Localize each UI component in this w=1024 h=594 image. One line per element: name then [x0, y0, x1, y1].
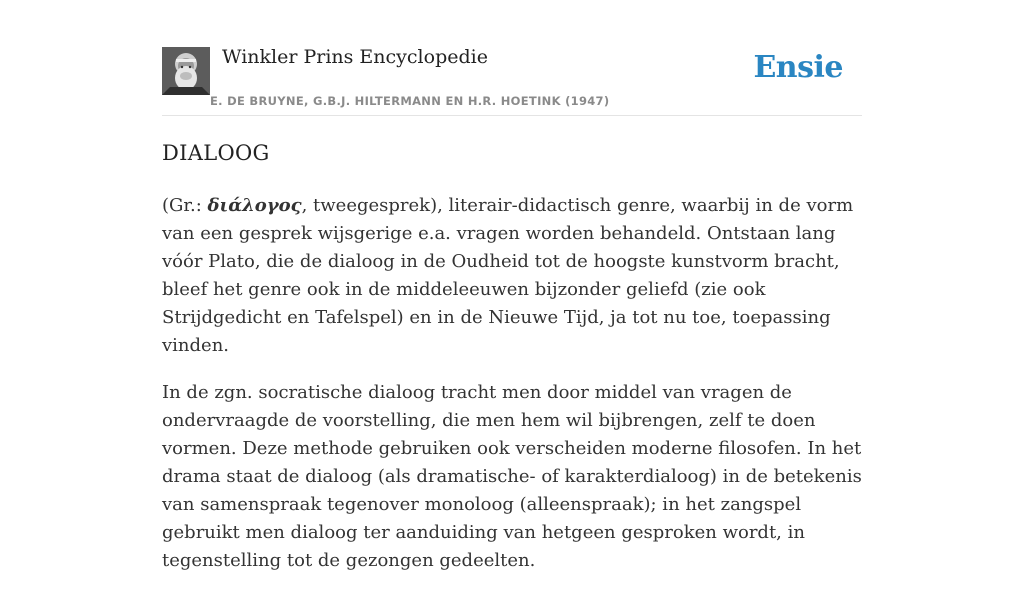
paragraph-intro: (Gr.: — [162, 195, 208, 216]
site-header — [162, 0, 862, 116]
portrait-icon[interactable] — [162, 47, 210, 95]
article-title: DIALOOG — [162, 141, 270, 165]
paragraph-text: , tweegesprek), literair-didactisch genre, waarbij in de vorm van een gesprek wijsgerige e.a. vragen worden behandeld. Ontstaan lang vóór Plato, die de dialoog in de Oudheid tot de hoogste kunstvorm bracht, bleef het genre ook in de middeleeuwen bijzonder geliefd (zie ook Strijdgedicht en Tafelspel) en in de Nieuwe Tijd, ja tot nu toe, toepassing vinden. — [162, 195, 854, 356]
site-title[interactable]: Winkler Prins Encyclopedie — [222, 46, 488, 68]
site-authors: E. DE BRUYNE, G.B.J. HILTERMANN EN H.R. HOETINK (1947) — [210, 94, 610, 108]
article-paragraph — [162, 192, 862, 360]
article-body — [162, 192, 862, 594]
greek-term: διάλογος — [207, 195, 302, 216]
article-paragraph: In de zgn. socratische dialoog tracht men door middel van vragen de ondervraagde de voorstelling, die men hem wil bijbrengen, zelf te doen vormen. Deze methode gebruiken ook verscheiden moderne filosofen. In het drama staat de dialoog (als dramatische- of karakterdialoog) in de betekenis van samenspraak tegenover monoloog (alleenspraak); in het zangspel gebruikt men dialoog ter aanduiding van hetgeen gesproken wordt, in tegenstelling tot de gezongen gedeelten. — [162, 382, 862, 571]
brand-logo[interactable]: Ensie — [753, 50, 843, 85]
content-container — [162, 0, 862, 571]
